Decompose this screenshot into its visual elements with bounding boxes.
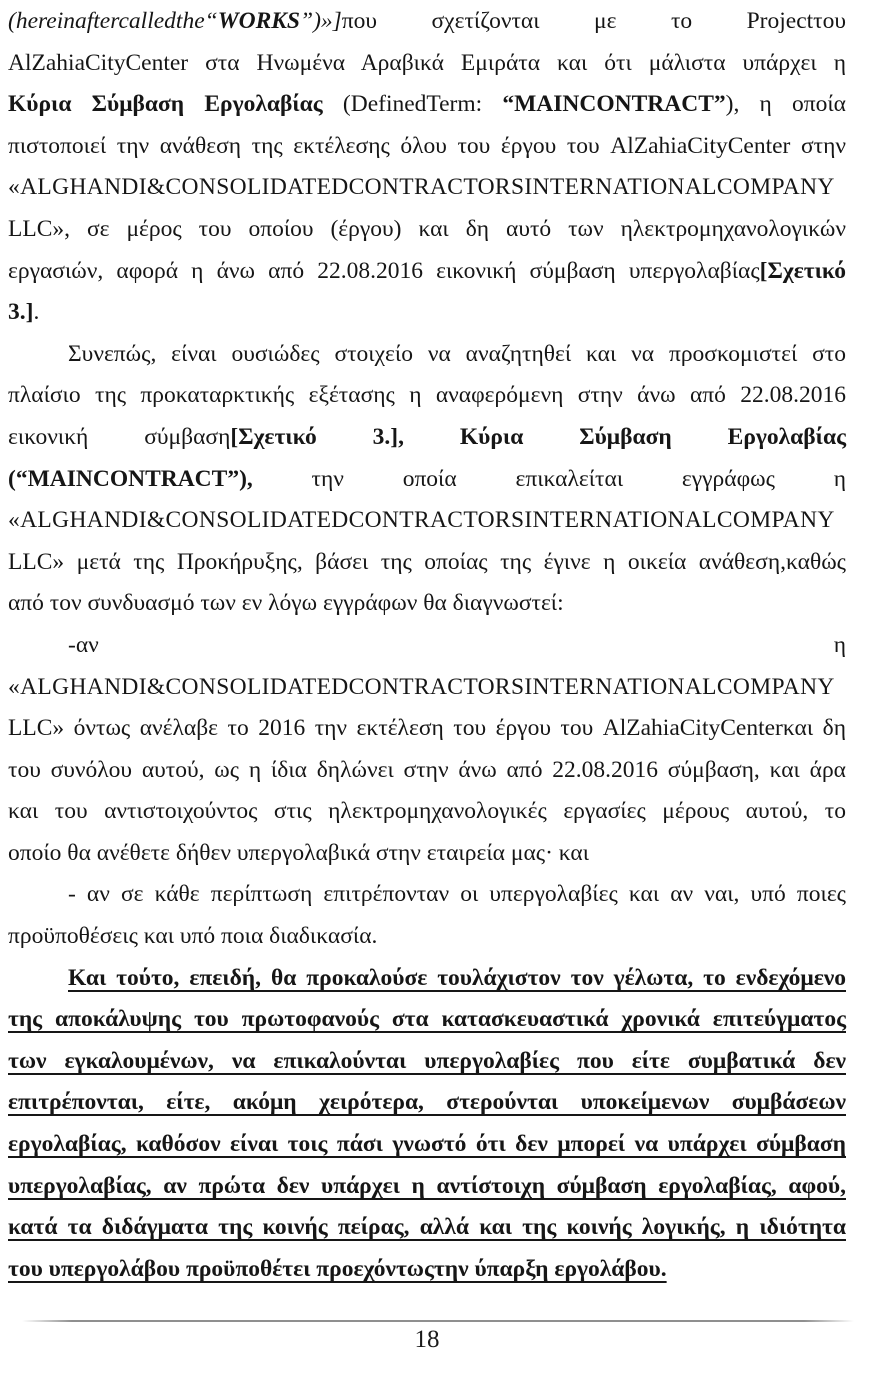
paragraph bbox=[8, 1, 846, 334]
text-segment: οποίο θα ανέθετε δήθεν υπεργολαβικά στην εταιρεία μας· και bbox=[8, 839, 590, 866]
text-segment: της αποκάλυψης του πρωτοφανούς στα κατασκευαστικά χρονικά επιτεύγματος bbox=[8, 1006, 846, 1033]
text-segment: υπεργολαβίας, αν πρώτα δεν υπάρχει η αντίστοιχη σύμβαση εργολαβίας, αφού, bbox=[8, 1172, 846, 1199]
document-body bbox=[8, 1, 846, 1290]
paragraph bbox=[8, 625, 846, 875]
text-segment: . bbox=[33, 299, 40, 326]
text-segment: των εγκαλουμένων, να επικαλούνται υπεργολαβίες που είτε συμβατικά δεν bbox=[8, 1047, 846, 1074]
text-segment: και του αντιστοιχούντος στις ηλεκτρομηχανολογικές εργασίες μέρους αυτού, το bbox=[8, 798, 846, 825]
page-number: 18 bbox=[414, 1326, 440, 1353]
text-line bbox=[8, 1082, 846, 1124]
text-segment: από τον συνδυασμό των εν λόγω εγγράφων θα διαγνωστεί: bbox=[8, 590, 564, 617]
paragraph bbox=[8, 874, 846, 957]
text-line bbox=[8, 625, 846, 667]
text-segment: (hereinaftercalledthe“ bbox=[8, 8, 218, 34]
text-segment: που σχετίζονται με το Projectτου bbox=[341, 8, 846, 34]
text-line bbox=[8, 375, 846, 417]
text-line bbox=[8, 84, 846, 126]
text-line bbox=[8, 999, 846, 1041]
text-segment: (DefinedTerm: bbox=[322, 91, 503, 118]
text-segment: [Σχετικό 3.], Κύρια Σύμβαση Εργολαβίας bbox=[230, 423, 846, 450]
text-segment: LLC» όντως ανέλαβε το 2016 την εκτέλεση του έργου του AlZahiaCityCenterκαι δη bbox=[8, 715, 846, 742]
text-segment: ), η οποία bbox=[725, 91, 846, 118]
text-segment: -αν η bbox=[68, 631, 846, 658]
text-line bbox=[8, 750, 846, 792]
text-segment: προϋποθέσεις και υπό ποια διαδικασία. bbox=[8, 923, 378, 950]
text-line bbox=[8, 292, 846, 334]
text-segment: (“MAINCONTRACT”), bbox=[8, 465, 253, 492]
text-segment: Κύρια Σύμβαση Εργολαβίας bbox=[8, 91, 323, 118]
text-segment: LLC», σε μέρος του οποίου (έργου) και δη αυτό των ηλεκτρομηχανολογικών bbox=[8, 215, 846, 242]
text-line bbox=[8, 874, 846, 916]
text-line bbox=[8, 833, 846, 875]
text-segment: [Σχετικό bbox=[759, 257, 846, 284]
text-segment: του υπεργολάβου προϋποθέτει προεχόντωςτην ύπαρξη εργολάβου. bbox=[8, 1255, 667, 1282]
text-line bbox=[8, 1166, 846, 1208]
text-segment: εργολαβίας, καθόσον είναι τοις πάσι γνωστό ότι δεν μπορεί να υπάρχει σύμβαση bbox=[8, 1131, 846, 1158]
text-segment: «ALGHANDI&CONSOLIDATEDCONTRACTORSINTERNATIONALCOMPANY bbox=[8, 507, 835, 534]
text-line bbox=[8, 667, 846, 709]
text-segment: του συνόλου αυτού, ως η ίδια δηλώνει στην άνω από 22.08.2016 σύμβαση, και άρα bbox=[8, 756, 846, 783]
text-segment: WORKS bbox=[217, 8, 300, 34]
text-segment: πλαίσιο της προκαταρκτικής εξέτασης η αναφερόμενη στην άνω από 22.08.2016 bbox=[8, 382, 846, 409]
text-segment: Και τούτο, επειδή, θα προκαλούσε τουλάχιστον τον γέλωτα, το ενδεχόμενο bbox=[68, 964, 846, 991]
text-line bbox=[8, 916, 846, 958]
text-segment: πιστοποιεί την ανάθεση της εκτέλεσης όλου του έργου του AlZahiaCityCenter στην bbox=[8, 132, 846, 159]
text-line bbox=[8, 251, 846, 293]
footer-separator bbox=[22, 1320, 854, 1322]
text-line bbox=[8, 1124, 846, 1166]
text-segment: κατά τα διδάγματα της κοινής πείρας, αλλά και της κοινής λογικής, η ιδιότητα bbox=[8, 1214, 846, 1241]
text-line bbox=[8, 708, 846, 750]
text-line bbox=[8, 459, 846, 501]
text-line bbox=[8, 1, 846, 43]
text-line bbox=[8, 583, 846, 625]
text-segment: “MAINCONTRACT” bbox=[502, 91, 726, 118]
text-line bbox=[8, 43, 846, 85]
text-segment: AlZahiaCityCenter στα Ηνωμένα Αραβικά Εμιράτα και ότι μάλιστα υπάρχει η bbox=[8, 49, 846, 76]
text-segment: εργασιών, αφορά η άνω από 22.08.2016 εικονική σύμβαση υπεργολαβίας bbox=[8, 257, 760, 284]
text-segment: την οποία επικαλείται εγγράφως η bbox=[252, 465, 846, 492]
text-line bbox=[8, 542, 846, 584]
text-line bbox=[8, 334, 846, 376]
text-line bbox=[8, 1249, 846, 1291]
text-segment: ”)»] bbox=[300, 8, 342, 34]
text-line bbox=[8, 791, 846, 833]
text-line bbox=[8, 417, 846, 459]
text-segment: 3.] bbox=[8, 299, 34, 326]
text-line bbox=[8, 209, 846, 251]
text-line bbox=[8, 1041, 846, 1083]
text-segment: «ALGHANDI&CONSOLIDATEDCONTRACTORSINTERNATIONALCOMPANY bbox=[8, 174, 835, 201]
text-segment: - αν σε κάθε περίπτωση επιτρέπονταν οι υπεργολαβίες και αν ναι, υπό ποιες bbox=[68, 881, 846, 908]
paragraph bbox=[8, 958, 846, 1291]
text-segment: εικονική σύμβαση bbox=[8, 423, 231, 450]
paragraph bbox=[8, 334, 846, 625]
text-line bbox=[8, 500, 846, 542]
text-line bbox=[8, 958, 846, 1000]
text-segment: Συνεπώς, είναι ουσιώδες στοιχείο να αναζητηθεί και να προσκομιστεί στο bbox=[68, 340, 846, 367]
text-segment: επιτρέπονται, είτε, ακόμη χειρότερα, στερούνται υποκείμενων συμβάσεων bbox=[8, 1089, 846, 1116]
text-segment: «ALGHANDI&CONSOLIDATEDCONTRACTORSINTERNATIONALCOMPANY bbox=[8, 673, 835, 700]
text-line bbox=[8, 167, 846, 209]
text-line bbox=[8, 1207, 846, 1249]
text-segment: LLC» μετά της Προκήρυξης, βάσει της οποίας της έγινε η οικεία ανάθεση,καθώς bbox=[8, 548, 846, 575]
text-line bbox=[8, 126, 846, 168]
